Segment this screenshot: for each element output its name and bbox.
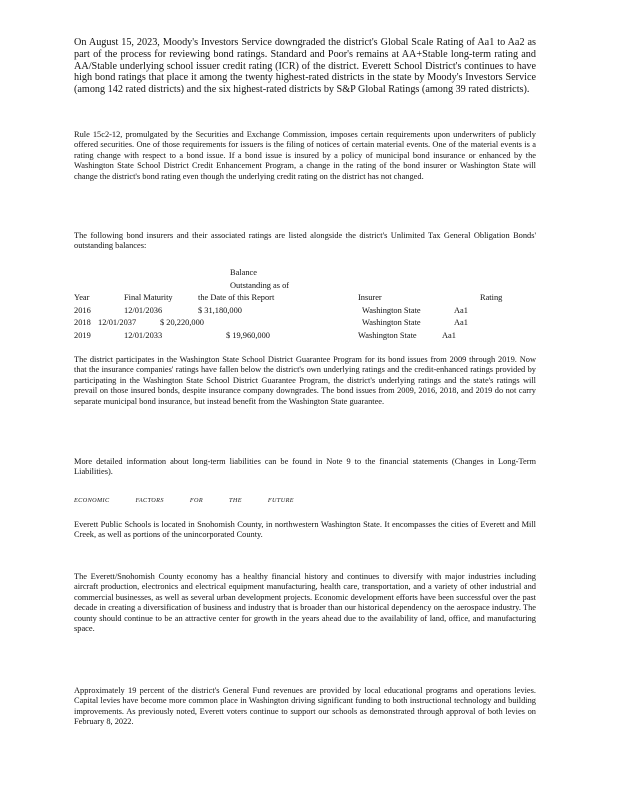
table-cell-year: 2018 bbox=[74, 318, 91, 327]
table-cell-amount: $ 19,960,000 bbox=[226, 331, 270, 340]
table-cell-maturity: 12/01/2037 bbox=[98, 318, 137, 327]
paragraph-rule-15c2-12: Rule 15c2-12, promulgated by the Securities and Exchange Commission, imposes certain requirements upon underwriters of publicly offered securities. One of those requirements for issuers is the filing of notices of certain material events. One of the material events is a rating change with respect to a bond issue. If a bond issue is insured by a policy of municipal bond insurance or enhanced by the Washington State School District Credit Enhancement Program, a change in the rating of the bond insurer or Washington State will change the district's bond rating even though the underlying credit rating on the district has not changed. bbox=[74, 130, 536, 181]
table-cell-year: 2019 bbox=[74, 331, 91, 340]
table-header-outstanding: Outstanding as of bbox=[230, 281, 290, 290]
table-header-insurer: Insurer bbox=[358, 293, 382, 302]
table-header-year: Year bbox=[74, 293, 90, 302]
table-cell-insurer: Washington State bbox=[362, 306, 421, 315]
table-cell-insurer: Washington State bbox=[358, 331, 417, 340]
paragraph-levies: Approximately 19 percent of the district's General Fund revenues are provided by local educational programs and operations levies. Capital levies have become more common place in Washington driving significant funding to both instructional technology and building improvements. As previously noted, Everett voters continue to support our schools as demonstrated through approval of both levies on February 8, 2022. bbox=[74, 686, 536, 727]
heading-word: FACTORS bbox=[135, 497, 164, 504]
table-cell-insurer: Washington State bbox=[362, 318, 421, 327]
table-header-date: the Date of this Report bbox=[198, 293, 275, 302]
paragraph-long-term-liabilities: More detailed information about long-term liabilities can be found in Note 9 to the financial statements (Changes in Long-Term Liabilities). bbox=[74, 457, 536, 477]
paragraph-district-location: Everett Public Schools is located in Snohomish County, in northwestern Washington State. It encompasses the cities of Everett and Mill Creek, as well as portions of the unincorporated County. bbox=[74, 520, 536, 540]
table-cell-maturity: 12/01/2033 bbox=[124, 331, 163, 340]
table-cell-year: 2016 bbox=[74, 306, 91, 315]
heading-word: FUTURE bbox=[267, 497, 294, 504]
table-header-rating: Rating bbox=[480, 293, 503, 302]
paragraph-bond-insurers-intro: The following bond insurers and their associated ratings are listed alongside the district's Unlimited Tax General Obligation Bonds' outstanding balances: bbox=[74, 231, 536, 251]
table-cell-maturity: 12/01/2036 bbox=[124, 306, 163, 315]
heading-word: THE bbox=[229, 497, 242, 504]
table-cell-rating: Aa1 bbox=[454, 318, 468, 327]
table-header-balance: Balance bbox=[230, 268, 257, 277]
paragraph-bond-ratings: On August 15, 2023, Moody's Investors Service downgraded the district's Global Scale Rating of Aa1 to Aa2 as part of the process for reviewing bond ratings. Standard and Poor's remains at AA+Stable long-term rating and AA/Stable underlying school issuer credit rating (ICR) of the district. Everett School District's continues to have high bond ratings that place it among the twenty highest-rated districts in the state by Moody's Investors Service (among 142 rated districts) and the six highest-rated districts by S&P Global Ratings (among 39 rated districts). bbox=[74, 37, 536, 96]
section-heading-economic-factors bbox=[74, 497, 294, 504]
heading-word: ECONOMIC bbox=[74, 497, 110, 504]
paragraph-guarantee-program: The district participates in the Washington State School District Guarantee Program for its bond issues from 2009 through 2019. Now that the insurance companies' ratings have fallen below the district's own underlying ratings and the credit-enhanced ratings provided by participating in the Washington State School District Guarantee Program, the district's underlying ratings and the state's ratings will prevail on those insured bonds, despite insurance company downgrades. The bond issues from 2009, 2016, 2018, and 2019 do not carry separate municipal bond insurance, but instead benefit from the Washington State guarantee. bbox=[74, 355, 536, 406]
table-header-maturity: Final Maturity bbox=[124, 293, 173, 302]
table-cell-rating: Aa1 bbox=[454, 306, 468, 315]
paragraph-economy: The Everett/Snohomish County economy has a healthy financial history and continues to diversify with major industries including aircraft production, electronics and electrical equipment manufacturing, health care, transportation, and a variety of other industrial and commercial businesses, as well as several urban development projects. Economic development efforts have been successful over the past decade in creating a diversification of business and industry that is broader than our historical dependency on the aerospace industry. The county should continue to be an attractive center for growth in the years ahead due to the availability of land, office, and manufacturing space. bbox=[74, 572, 536, 634]
table-cell-amount: $ 31,180,000 bbox=[198, 306, 242, 315]
table-cell-rating: Aa1 bbox=[442, 331, 456, 340]
table-cell-amount: $ 20,220,000 bbox=[160, 318, 204, 327]
heading-word: FOR bbox=[189, 497, 204, 504]
